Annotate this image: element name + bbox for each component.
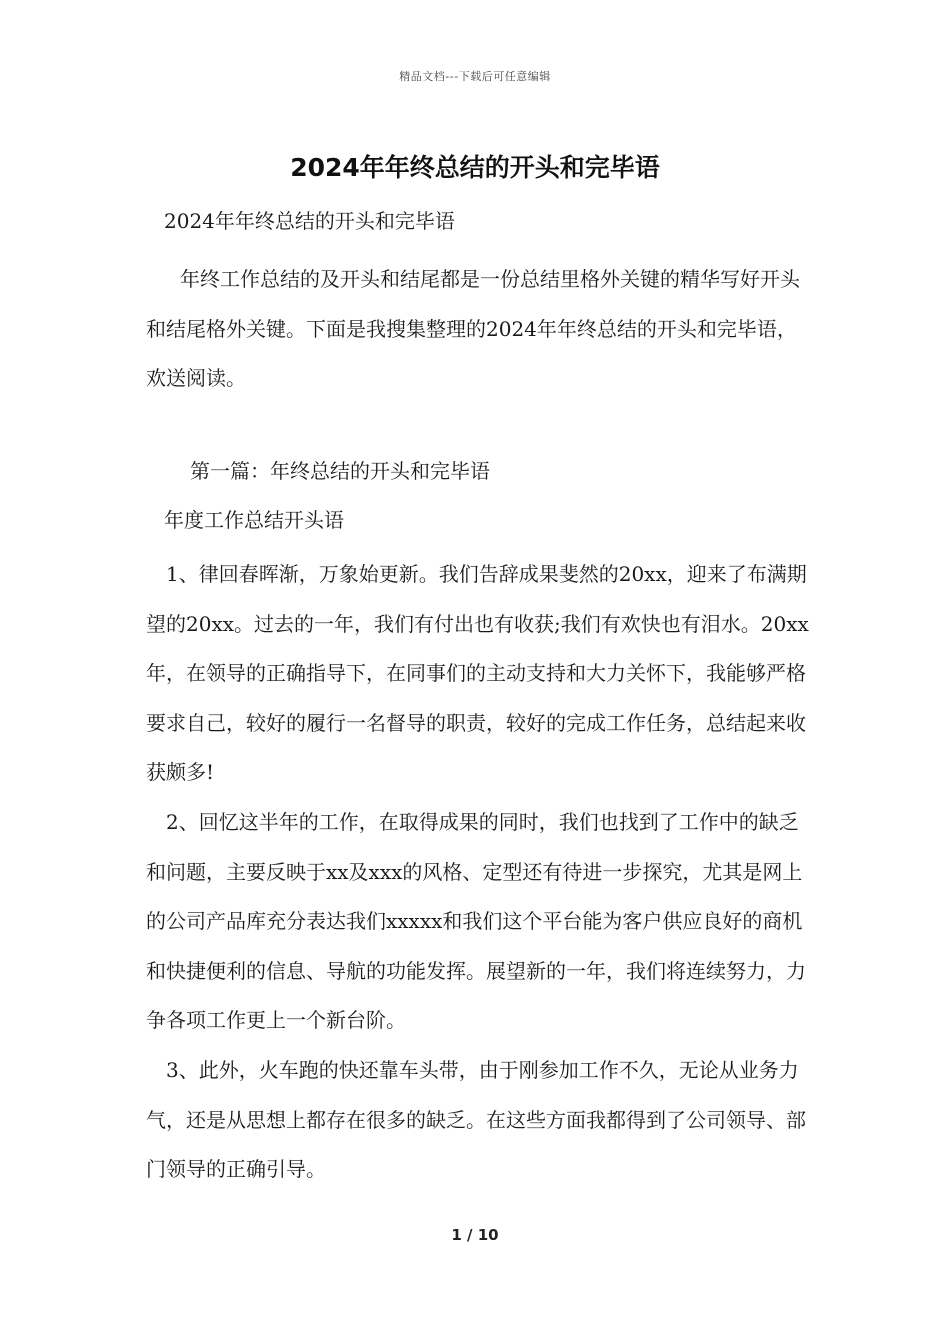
list-item: 2、回忆这半年的工作，在取得成果的同时，我们也找到了工作中的缺乏和问题，主要反映于xx及xxx的风格、定型还有待进一步探究，尤其是网上的公司产品库充分表达我们xxxxx和我们这个平台能为客户供应良好的商机和快捷便利的信息、导航的功能发挥。展望新的一年，我们将连续努力，力争各项工作更上一个新台阶。 bbox=[146, 810, 806, 1032]
section-heading: 第一篇：年终总结的开头和完毕语 bbox=[190, 459, 490, 483]
list-item: 3、此外，火车跑的快还靠车头带，由于刚参加工作不久，无论从业务力气，还是从思想上都存在很多的缺乏。在这些方面我都得到了公司领导、部门领导的正确引导。 bbox=[146, 1058, 806, 1181]
document-subtitle: 2024年年终总结的开头和完毕语 bbox=[164, 209, 455, 233]
intro-paragraph: 年终工作总结的及开头和结尾都是一份总结里格外关键的精华写好开头和结尾格外关键。下面是我搜集整理的2024年年终总结的开头和完毕语，欢送阅读。 bbox=[146, 267, 800, 390]
page-title: 2024年年终总结的开头和完毕语 bbox=[290, 153, 660, 182]
header-note: 精品文档---下载后可任意编辑 bbox=[399, 70, 551, 83]
page-number: 1 / 10 bbox=[451, 1226, 499, 1244]
list-item: 1、律回春晖渐，万象始更新。我们告辞成果斐然的20xx，迎来了布满期望的20xx。过去的一年，我们有付出也有收获;我们有欢快也有泪水。20xx年，在领导的正确指导下，在同事们的主动支持和大力关怀下，我能够严格要求自己，较好的履行一名督导的职责，较好的完成工作任务，总结起来收获颇多! bbox=[146, 562, 809, 784]
sub-heading: 年度工作总结开头语 bbox=[164, 508, 344, 532]
